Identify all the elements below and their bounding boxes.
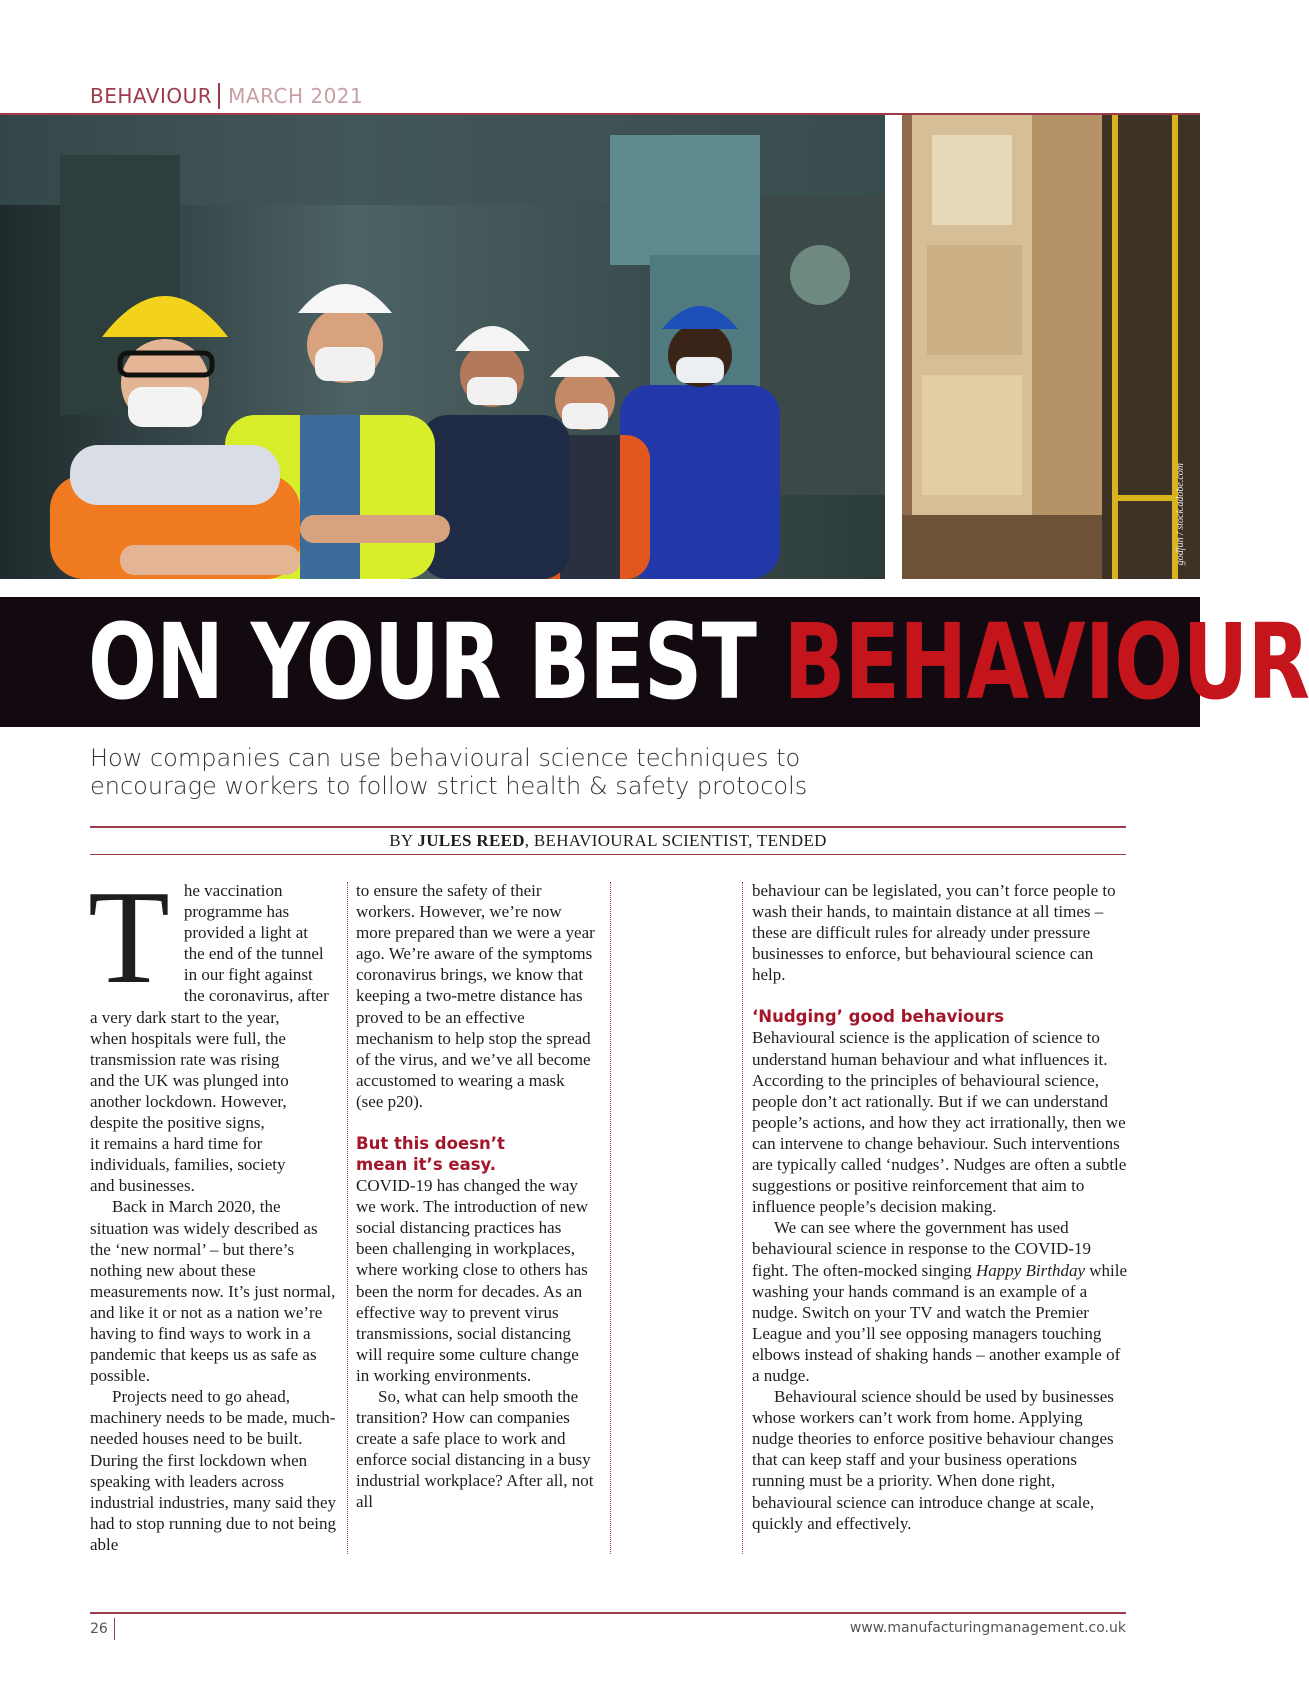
intro-line: the coronavirus, after [183, 986, 329, 1006]
column-divider [742, 882, 743, 1554]
workers-illustration [0, 115, 885, 579]
subheading-line-2: mean it’s easy. [356, 1155, 497, 1175]
body-paragraph: to ensure the safety of their workers. However, we’re now more prepared than we were a year ago. We’re aware of the symptoms coronavirus brings, we know that keeping a two-metre distance has proved to be an effective mechanism to help stop the spread of the virus, and we’ve all become accustomed to wearing a mask (see p20). [356, 881, 595, 1111]
byline-role: , BEHAVIOURAL SCIENTIST, TENDED [524, 831, 827, 850]
title-band [0, 597, 1309, 727]
intro-line: he vaccination [183, 881, 283, 900]
body-paragraph: COVID-19 has changed the way we work. The introduction of new social distancing practices has been challenging in workplaces, where working close to others has been the norm for decades. As an effective way to prevent virus transmissions, social distancing will require some culture change in working environments. [356, 1176, 588, 1385]
issue-date: MARCH 2021 [228, 84, 364, 108]
page-number-text: 26 [90, 1621, 108, 1637]
photo-credit: godfun / stock.adobe.com [1175, 462, 1186, 565]
column-divider [347, 882, 348, 1554]
intro-line: the end of the tunnel [183, 944, 324, 964]
article-title [88, 601, 1309, 723]
standfirst-line-1: How companies can use behavioural science techniques to [90, 744, 801, 772]
website-url: www.manufacturingmanagement.co.uk [849, 1620, 1126, 1636]
intro-line: individuals, families, society [90, 1155, 286, 1175]
standfirst [90, 744, 990, 800]
byline-rule-bottom [90, 854, 1126, 855]
warehouse-illustration [902, 115, 1200, 579]
text-run: We can see where the government has used behavioural science in response to the COVID-19 fight. The often-mocked singing [752, 1218, 1091, 1280]
intro-line: programme has [183, 902, 290, 922]
intro-line: a very dark start to the year, [90, 1007, 280, 1027]
subheading [356, 1133, 596, 1175]
intro-line: and the UK was plunged into [90, 1070, 289, 1090]
body-paragraph: Projects need to go ahead, machinery needs to be made, much-needed houses need to be built. During the first lockdown when speaking with leaders across industrial industries, many said they had to stop running due to not being able [90, 1387, 337, 1554]
byline [90, 829, 1126, 853]
page-number [90, 1618, 115, 1640]
byline-rule-top [90, 826, 1126, 828]
body-column-3 [752, 880, 1128, 1534]
page-number-divider [114, 1618, 116, 1640]
intro-line: it remains a hard time for [90, 1134, 263, 1154]
intro-line: despite the positive signs, [90, 1113, 265, 1133]
title-part-red: BEHAVIOUR [783, 601, 1309, 723]
byline-author: JULES REED [417, 831, 525, 850]
text-run: while washing your hands command is an example of a nudge. Switch on your TV and watch the Premier League and you’ll see opposing managers touching elbows instead of shaking hands – another example of a nudge. [752, 1260, 1128, 1385]
running-header [90, 82, 363, 110]
intro-line: in our fight against [183, 965, 313, 985]
header-divider [218, 83, 220, 109]
body-paragraph: behaviour can be legislated, you can’t force people to wash their hands, to maintain distance at all times – these are difficult rules for already under pressure businesses to enforce, but behavioural science can help. [752, 881, 1116, 985]
song-title: Happy Birthday [975, 1260, 1086, 1280]
body-paragraph [752, 1217, 1128, 1386]
footer-rule [90, 1612, 1126, 1614]
drop-cap: T [88, 863, 170, 1011]
section-label: BEHAVIOUR [90, 84, 213, 108]
subheading: ‘Nudging’ good behaviours [752, 1007, 1005, 1027]
body-paragraph: Behavioural science is the application of science to understand human behaviour and what influences it. According to the principles of behavioural science, people don’t act rationally. But if we can understand people’s actions, and how they act irrationally, then we can intervene to change behaviour. Such interventions are typically called ‘nudges’. Nudges are often a subtle suggestions or positive reinforcement that aim to influence people’s decision making. [752, 1028, 1127, 1217]
intro-line: and businesses. [90, 1176, 195, 1196]
byline-prefix: BY [389, 831, 418, 850]
body-paragraph: Back in March 2020, the situation was widely described as the ‘new normal’ – but there’s nothing new about these measurements now. It’s just normal, and like it or not as a nation we’re having to find ways to work in a pandemic that keeps us as safe as possible. [90, 1197, 336, 1386]
hero-photo-warehouse [902, 115, 1200, 579]
intro-line: transmission rate was rising [90, 1049, 280, 1069]
standfirst-line-2: encourage workers to follow strict health & safety protocols [90, 772, 808, 800]
body-paragraph: So, what can help smooth the transition? How can companies create a safe place to work and enforce social distancing in a busy industrial workplace? After all, not all [356, 1386, 594, 1512]
title-part-white: ON YOUR BEST [88, 601, 784, 723]
intro-line: provided a light at [183, 923, 309, 943]
subheading-line-1: But this doesn’t [356, 1134, 505, 1154]
body-column-1 [88, 863, 338, 1555]
body-paragraph: Behavioural science should be used by businesses whose workers can’t work from home. Applying nudge theories to enforce positive behaviour changes that can keep staff and your business operations running must be a priority. When done right, behavioural science can introduce change at scale, quickly and effectively. [752, 1387, 1114, 1533]
column-divider [610, 882, 611, 1554]
intro-line: when hospitals were full, the [90, 1028, 286, 1048]
intro-line: another lockdown. However, [90, 1091, 287, 1111]
body-column-2 [356, 880, 596, 1513]
hero-photo-workers [0, 115, 885, 579]
